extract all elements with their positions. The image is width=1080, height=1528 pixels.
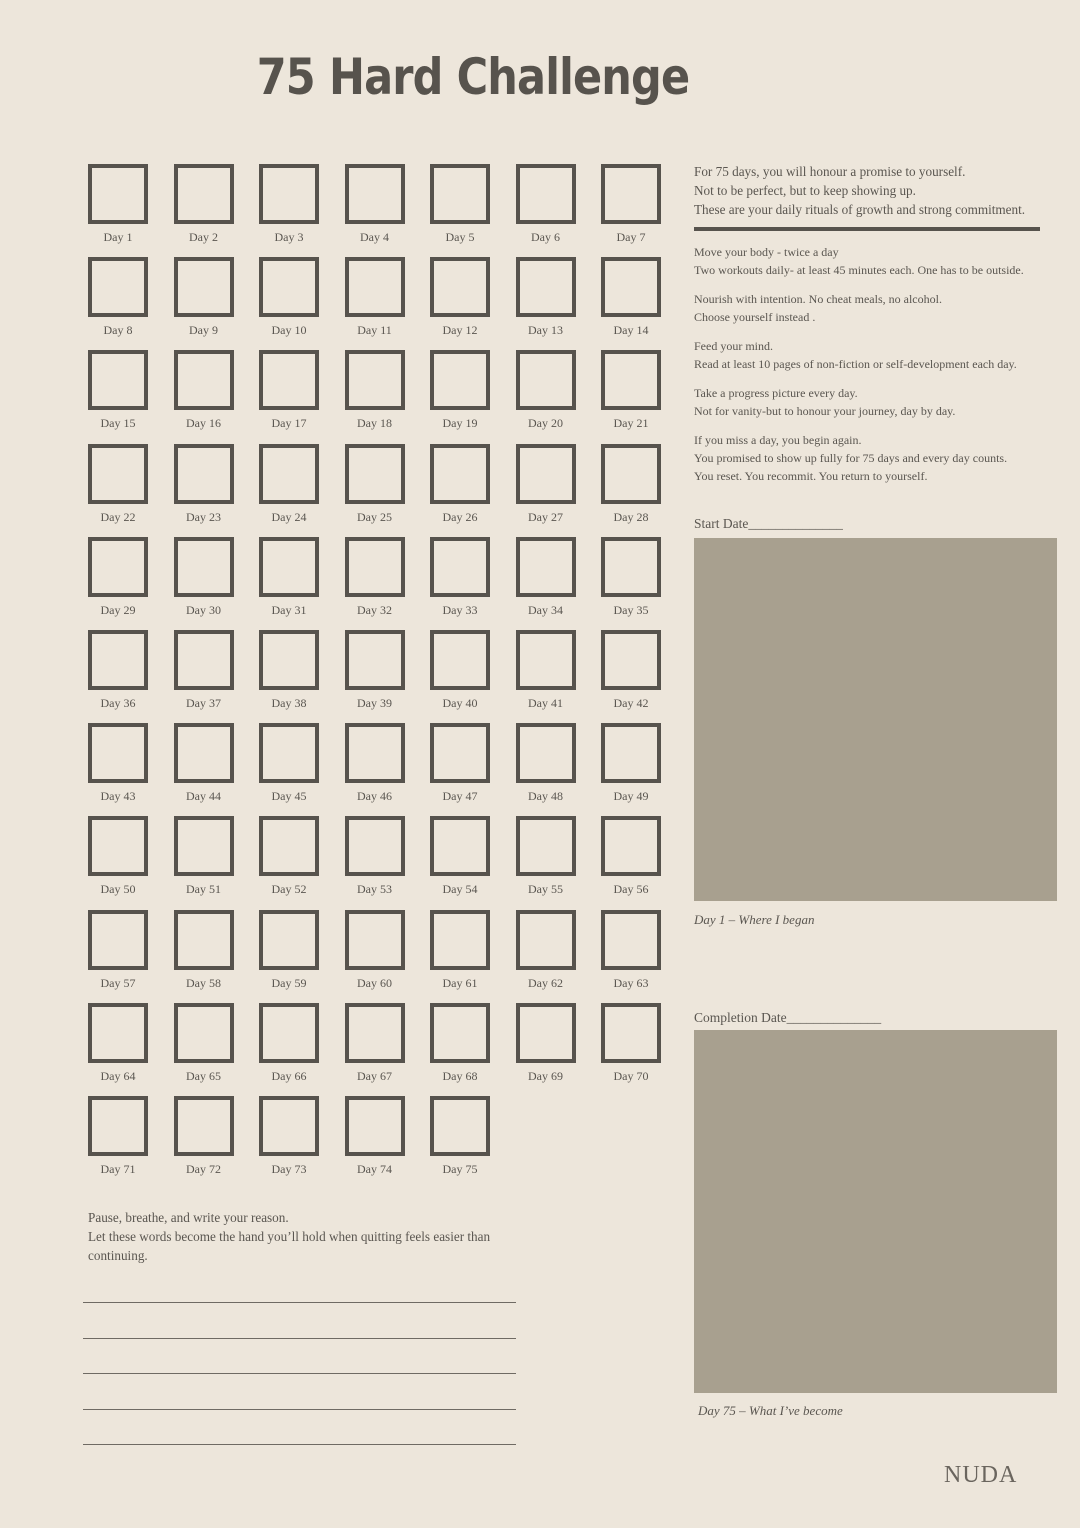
day-cell[interactable] [516, 537, 576, 621]
day-cell[interactable] [259, 350, 319, 434]
day-cell[interactable] [174, 350, 234, 434]
day-checkbox[interactable] [430, 257, 490, 317]
day-label: Day 40 [442, 696, 478, 710]
day-cell[interactable] [259, 537, 319, 621]
day-label: Day 75 [442, 1162, 478, 1176]
day-label: Day 59 [271, 975, 307, 990]
day-checkbox[interactable] [601, 723, 661, 783]
day-checkbox[interactable] [430, 537, 490, 597]
day-label: Day 56 [613, 882, 649, 897]
day-label: Day 38 [271, 696, 307, 710]
day-cell[interactable] [430, 164, 490, 248]
day-checkbox[interactable] [430, 910, 490, 970]
day-label: Day 36 [100, 696, 136, 710]
day-label: Day 65 [186, 1068, 221, 1083]
day-label: Day 50 [100, 882, 136, 897]
day-label: Day 15 [100, 416, 136, 431]
rule-heading: Take a progress picture every day. [694, 386, 858, 400]
day-label: Day 20 [528, 416, 563, 431]
day-checkbox[interactable] [516, 630, 576, 690]
day-cell[interactable] [259, 1003, 319, 1087]
rule-item [694, 431, 1064, 485]
day-cell[interactable] [174, 1096, 234, 1180]
day-cell[interactable] [430, 630, 490, 714]
day-cell[interactable] [345, 1096, 405, 1180]
day-label: Day 25 [357, 509, 392, 524]
day-checkbox[interactable] [259, 1003, 319, 1063]
day-cell[interactable] [430, 723, 490, 807]
day-cell[interactable] [430, 350, 490, 434]
day-cell[interactable] [601, 350, 661, 434]
day-checkbox[interactable] [516, 723, 576, 783]
day-checkbox[interactable] [88, 444, 148, 504]
day-checkbox[interactable] [259, 630, 319, 690]
start-photo-placeholder[interactable] [694, 538, 1057, 901]
day-label: Day 43 [100, 789, 136, 804]
day-checkbox[interactable] [259, 164, 319, 224]
day-checkbox[interactable] [88, 1003, 148, 1063]
day-label: Day 1 [103, 230, 133, 244]
day-checkbox[interactable] [259, 816, 319, 876]
day-label: Day 6 [531, 230, 560, 244]
day-label: Day 70 [613, 1068, 649, 1083]
day-checkbox[interactable] [601, 630, 661, 690]
completion-date-field[interactable]: Completion Date______________ [694, 1010, 882, 1025]
day-cell[interactable] [430, 1096, 490, 1180]
day-cell[interactable] [88, 444, 148, 528]
day-checkbox[interactable] [88, 164, 148, 224]
day-label: Day 42 [613, 696, 649, 710]
day-cell[interactable] [88, 350, 148, 434]
rule-item [694, 384, 1064, 420]
day-label: Day 44 [186, 789, 221, 804]
rule-heading: Move your body - twice a day [694, 245, 839, 259]
rule-text: Choose yourself instead . [694, 310, 816, 324]
day-cell[interactable] [430, 257, 490, 341]
day-cell[interactable] [345, 444, 405, 528]
day-label: Day 57 [100, 975, 136, 990]
day-cell[interactable] [345, 257, 405, 341]
day-cell[interactable] [345, 537, 405, 621]
day-checkbox[interactable] [345, 537, 405, 597]
rules-list [694, 243, 1064, 485]
day-label: Day 27 [528, 509, 563, 524]
writing-line[interactable] [83, 1444, 516, 1445]
day-checkbox[interactable] [259, 723, 319, 783]
day-cell[interactable] [88, 537, 148, 621]
day-checkbox[interactable] [430, 630, 490, 690]
completion-photo-placeholder[interactable] [694, 1030, 1057, 1393]
day-label: Day 31 [271, 602, 307, 617]
day-cell[interactable] [516, 164, 576, 248]
day-checkbox[interactable] [345, 816, 405, 876]
day-checkbox[interactable] [88, 723, 148, 783]
day-checkbox[interactable] [516, 1003, 576, 1063]
day-cell[interactable] [88, 816, 148, 900]
day-checkbox[interactable] [345, 444, 405, 504]
intro-line: Not to be perfect, but to keep showing up. [694, 183, 916, 198]
day-checkbox[interactable] [88, 350, 148, 410]
day-cell[interactable] [516, 257, 576, 341]
day-checkbox[interactable] [259, 257, 319, 317]
day-checkbox[interactable] [345, 1096, 405, 1156]
day-checkbox[interactable] [345, 1003, 405, 1063]
day-label: Day 51 [186, 882, 221, 897]
day-cell[interactable] [174, 816, 234, 900]
day-checkbox[interactable] [430, 816, 490, 876]
day-cell[interactable] [174, 910, 234, 994]
day-cell[interactable] [259, 723, 319, 807]
day-cell[interactable] [430, 444, 490, 528]
writing-line[interactable] [83, 1373, 516, 1374]
day-cell[interactable] [601, 910, 661, 994]
day-label: Day 33 [442, 602, 478, 617]
day-checkbox[interactable] [516, 910, 576, 970]
day-checkbox[interactable] [259, 350, 319, 410]
day-label: Day 32 [357, 602, 392, 617]
day-checkbox[interactable] [430, 723, 490, 783]
day-label: Day 46 [357, 789, 392, 804]
intro-text [694, 162, 1064, 219]
writing-line[interactable] [83, 1409, 516, 1410]
rule-heading: If you miss a day, you begin again. [694, 433, 862, 447]
day-label: Day 68 [442, 1068, 478, 1083]
day-cell[interactable] [345, 723, 405, 807]
day-label: Day 23 [186, 509, 221, 524]
day-cell[interactable] [174, 1003, 234, 1087]
day-label: Day 16 [186, 416, 221, 431]
rule-text: Read at least 10 pages of non-fiction or self-development each day. [694, 357, 1017, 371]
day-checkbox[interactable] [601, 444, 661, 504]
rule-text: You promised to show up fully for 75 days and every day counts. [694, 451, 1008, 465]
day-cell[interactable] [88, 910, 148, 994]
rule-heading: Nourish with intention. No cheat meals, no alcohol. [694, 292, 942, 306]
day-label: Day 4 [360, 230, 389, 244]
day-checkbox[interactable] [516, 537, 576, 597]
day-checkbox[interactable] [174, 816, 234, 876]
day-cell[interactable] [430, 816, 490, 900]
day-label: Day 37 [186, 696, 221, 710]
day-label: Day 28 [613, 509, 649, 524]
day-checkbox[interactable] [174, 350, 234, 410]
day-cell[interactable] [430, 910, 490, 994]
day-cell[interactable] [516, 910, 576, 994]
day-label: Day 13 [528, 323, 563, 338]
day-cell[interactable] [345, 630, 405, 714]
day-label: Day 74 [357, 1162, 392, 1176]
day-label: Day 64 [100, 1068, 136, 1083]
day-checkbox[interactable] [88, 537, 148, 597]
day-cell[interactable] [601, 444, 661, 528]
day-label: Day 22 [100, 509, 136, 524]
day-checkbox[interactable] [88, 630, 148, 690]
day-label: Day 34 [528, 602, 563, 617]
day-label: Day 26 [442, 509, 478, 524]
day-checkbox[interactable] [174, 444, 234, 504]
day-cell[interactable] [601, 816, 661, 900]
day-cell[interactable] [174, 257, 234, 341]
day-checkbox[interactable] [430, 1096, 490, 1156]
day-checkbox[interactable] [345, 910, 405, 970]
day-checkbox[interactable] [174, 537, 234, 597]
day-label: Day 67 [357, 1068, 392, 1083]
page-title: 75 Hard Challenge [256, 48, 690, 106]
day-checkbox[interactable] [345, 164, 405, 224]
brand-logo: NUDA [944, 1462, 1018, 1488]
day-checkbox[interactable] [516, 164, 576, 224]
day-checkbox[interactable] [345, 350, 405, 410]
day-checkbox[interactable] [345, 723, 405, 783]
day-checkbox[interactable] [174, 257, 234, 317]
rule-item [694, 337, 1064, 373]
day-checkbox[interactable] [516, 257, 576, 317]
day-checkbox[interactable] [88, 257, 148, 317]
day-cell[interactable] [88, 1003, 148, 1087]
day-checkbox[interactable] [516, 350, 576, 410]
day-label: Day 18 [357, 416, 392, 431]
day-cell[interactable] [345, 910, 405, 994]
day-cell[interactable] [259, 630, 319, 714]
day-checkbox[interactable] [601, 350, 661, 410]
day-checkbox[interactable] [601, 537, 661, 597]
day-label: Day 2 [189, 230, 218, 244]
day-checkbox[interactable] [516, 444, 576, 504]
rule-item [694, 290, 1064, 326]
day-checkbox[interactable] [88, 816, 148, 876]
day-cell[interactable] [601, 164, 661, 248]
day-cell[interactable] [345, 816, 405, 900]
day-checkbox[interactable] [259, 537, 319, 597]
day-label: Day 19 [442, 416, 478, 431]
day-cell[interactable] [88, 630, 148, 714]
day-label: Day 39 [357, 696, 392, 710]
day-label: Day 7 [616, 230, 646, 244]
day-checkbox[interactable] [430, 444, 490, 504]
day-label: Day 17 [271, 416, 307, 431]
day-checkbox[interactable] [174, 910, 234, 970]
day-label: Day 58 [186, 975, 221, 990]
day-checkbox[interactable] [430, 350, 490, 410]
day-cell[interactable] [345, 1003, 405, 1087]
day-cell[interactable] [430, 1003, 490, 1087]
rules-panel [694, 162, 1064, 496]
day-checkbox[interactable] [259, 910, 319, 970]
day-checkbox[interactable] [345, 257, 405, 317]
day-label: Day 55 [528, 882, 563, 897]
day-cell[interactable] [259, 164, 319, 248]
day-label: Day 29 [100, 602, 136, 617]
day-checkbox[interactable] [174, 630, 234, 690]
day-checkbox[interactable] [601, 257, 661, 317]
rule-text: Not for vanity-but to honour your journey, day by day. [694, 404, 956, 418]
day-cell[interactable] [516, 1003, 576, 1087]
reason-line: Pause, breathe, and write your reason. [88, 1210, 289, 1225]
day-checkbox[interactable] [88, 1096, 148, 1156]
day-cell[interactable] [174, 630, 234, 714]
start-photo-caption: Day 1 – Where I began [694, 912, 815, 927]
day-checkbox[interactable] [174, 164, 234, 224]
day-label: Day 35 [613, 602, 649, 617]
day-checkbox[interactable] [259, 444, 319, 504]
day-cell[interactable] [174, 723, 234, 807]
day-label: Day 52 [271, 882, 307, 897]
rule-text: You reset. You recommit. You return to yourself. [694, 469, 928, 483]
day-cell[interactable] [516, 816, 576, 900]
day-label: Day 11 [357, 323, 392, 338]
day-cell[interactable] [174, 164, 234, 248]
day-label: Day 60 [357, 975, 392, 990]
reason-line: Let these words become the hand you’ll hold when quitting feels easier than continuing. [88, 1229, 491, 1263]
day-label: Day 63 [613, 975, 649, 990]
day-label: Day 54 [442, 882, 478, 897]
day-cell[interactable] [601, 537, 661, 621]
day-checkbox[interactable] [601, 164, 661, 224]
day-cell[interactable] [259, 910, 319, 994]
day-label: Day 48 [528, 789, 563, 804]
day-label: Day 69 [528, 1068, 563, 1083]
day-checkbox[interactable] [174, 1003, 234, 1063]
day-cell[interactable] [516, 630, 576, 714]
day-label: Day 3 [274, 230, 304, 244]
day-label: Day 53 [357, 882, 392, 897]
day-cell[interactable] [259, 257, 319, 341]
day-cell[interactable] [345, 350, 405, 434]
day-cell[interactable] [516, 723, 576, 807]
day-label: Day 49 [613, 789, 649, 804]
day-cell[interactable] [601, 630, 661, 714]
day-cell[interactable] [259, 816, 319, 900]
day-checkbox[interactable] [174, 723, 234, 783]
day-label: Day 73 [271, 1162, 307, 1176]
day-cell[interactable] [259, 444, 319, 528]
day-checkbox[interactable] [174, 1096, 234, 1156]
day-cell[interactable] [601, 723, 661, 807]
day-cell[interactable] [259, 1096, 319, 1180]
day-label: Day 71 [100, 1162, 136, 1176]
day-cell[interactable] [88, 723, 148, 807]
day-cell[interactable] [601, 1003, 661, 1087]
start-date-field[interactable]: Start Date______________ [694, 516, 843, 531]
intro-line: These are your daily rituals of growth and strong commitment. [694, 202, 1026, 217]
writing-line[interactable] [83, 1338, 516, 1339]
day-label: Day 41 [528, 696, 563, 710]
rule-item [694, 243, 1064, 279]
day-label: Day 12 [442, 323, 478, 338]
day-label: Day 45 [271, 789, 307, 804]
day-checkbox[interactable] [345, 630, 405, 690]
day-label: Day 9 [189, 323, 218, 338]
divider [694, 227, 1040, 231]
day-label: Day 30 [186, 602, 221, 617]
completion-photo-caption: Day 75 – What I’ve become [698, 1403, 843, 1418]
day-checkbox[interactable] [601, 1003, 661, 1063]
day-label: Day 8 [103, 323, 133, 338]
day-checkbox[interactable] [430, 164, 490, 224]
rule-text: Two workouts daily- at least 45 minutes each. One has to be outside. [694, 263, 1024, 277]
day-label: Day 66 [271, 1068, 307, 1083]
day-cell[interactable] [174, 444, 234, 528]
day-checkbox[interactable] [88, 910, 148, 970]
day-label: Day 10 [271, 323, 307, 338]
day-cell[interactable] [88, 257, 148, 341]
day-checkbox[interactable] [259, 1096, 319, 1156]
day-cell[interactable] [516, 350, 576, 434]
day-checkbox[interactable] [430, 1003, 490, 1063]
intro-line: For 75 days, you will honour a promise to yourself. [694, 164, 966, 179]
day-checkbox[interactable] [601, 910, 661, 970]
day-label: Day 62 [528, 975, 563, 990]
day-cell[interactable] [601, 257, 661, 341]
writing-line[interactable] [83, 1302, 516, 1303]
day-cell[interactable] [345, 164, 405, 248]
day-label: Day 47 [442, 789, 478, 804]
day-label: Day 24 [271, 509, 307, 524]
day-label: Day 5 [445, 230, 475, 244]
day-label: Day 61 [442, 975, 478, 990]
day-label: Day 21 [613, 416, 649, 431]
day-cell[interactable] [516, 444, 576, 528]
reason-prompt [88, 1208, 528, 1265]
day-label: Day 14 [613, 323, 649, 338]
day-checkbox[interactable] [516, 816, 576, 876]
day-cell[interactable] [88, 1096, 148, 1180]
day-cell[interactable] [174, 537, 234, 621]
day-label: Day 72 [186, 1162, 221, 1176]
day-checkbox[interactable] [601, 816, 661, 876]
rule-heading: Feed your mind. [694, 339, 773, 353]
day-cell[interactable] [430, 537, 490, 621]
day-cell[interactable] [88, 164, 148, 248]
